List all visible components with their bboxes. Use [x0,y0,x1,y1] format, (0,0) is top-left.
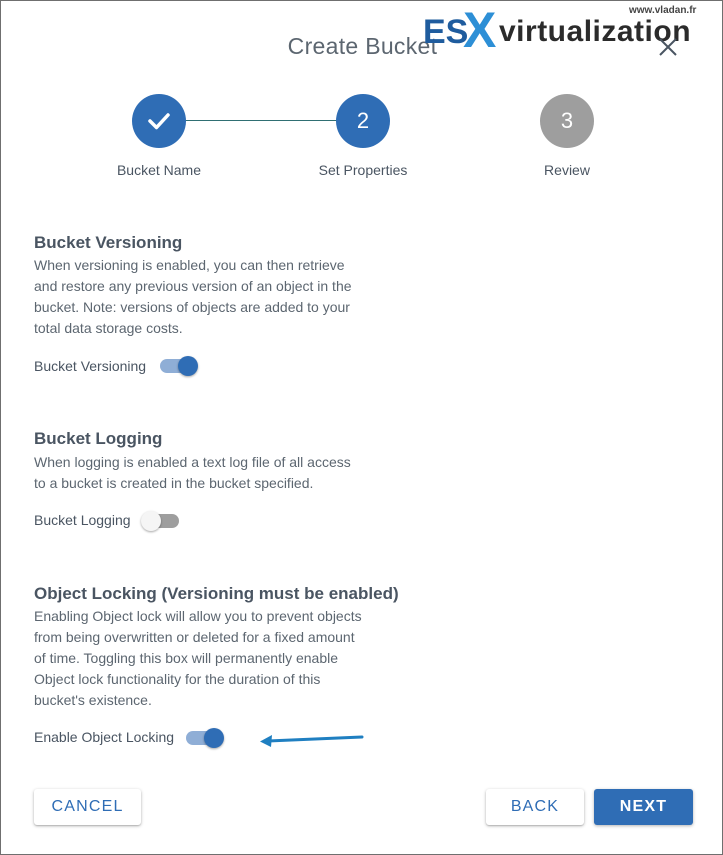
versioning-toggle[interactable] [160,356,198,376]
checkmark-icon [144,106,174,136]
close-icon[interactable] [656,35,680,59]
step-1-label: Bucket Name [116,162,202,178]
versioning-toggle-label: Bucket Versioning [34,358,147,374]
step-3-circle[interactable]: 3 [540,94,594,148]
toggle-thumb [141,511,161,531]
versioning-description: When versioning is enabled, you can then retrieve and restore any previous version of an object in the bucket. Note: versions of objects are added to your total data storage costs. [34,257,352,336]
logging-title: Bucket Logging [34,429,163,448]
next-button[interactable]: NEXT [594,789,693,825]
step-2-label: Set Properties [318,162,408,178]
toggle-thumb [178,356,198,376]
logging-toggle-label: Bucket Logging [34,512,131,528]
dialog-title: Create Bucket [287,33,438,59]
stepper-connector [179,120,345,121]
logging-description: When logging is enabled a text log file of all access to a bucket is created in the bucket specified. [34,454,351,491]
watermark-x: X [463,2,497,58]
locking-description: Enabling Object lock will allow you to prevent objects from being overwritten or deleted for a fixed amount of time. Toggling this box will permanently enable Object lock functionality for the duration of this bucket's existence. [34,608,362,708]
watermark-virtualization: virtualization [499,15,692,48]
watermark-es: ES [423,13,469,51]
locking-toggle[interactable] [186,728,224,748]
step-1-circle[interactable] [132,94,186,148]
locking-toggle-label: Enable Object Locking [34,729,175,745]
step-3-label: Review [544,162,590,178]
versioning-title: Bucket Versioning [34,233,183,252]
toggle-thumb [204,728,224,748]
cancel-button[interactable]: CANCEL [34,789,141,825]
watermark-url: www.vladan.fr [629,5,697,16]
arrow-left-icon [256,729,368,749]
step-2-circle[interactable]: 2 [336,94,390,148]
locking-title: Object Locking (Versioning must be enabled) [34,584,399,603]
back-button[interactable]: BACK [486,789,584,825]
logging-toggle[interactable] [143,511,181,531]
